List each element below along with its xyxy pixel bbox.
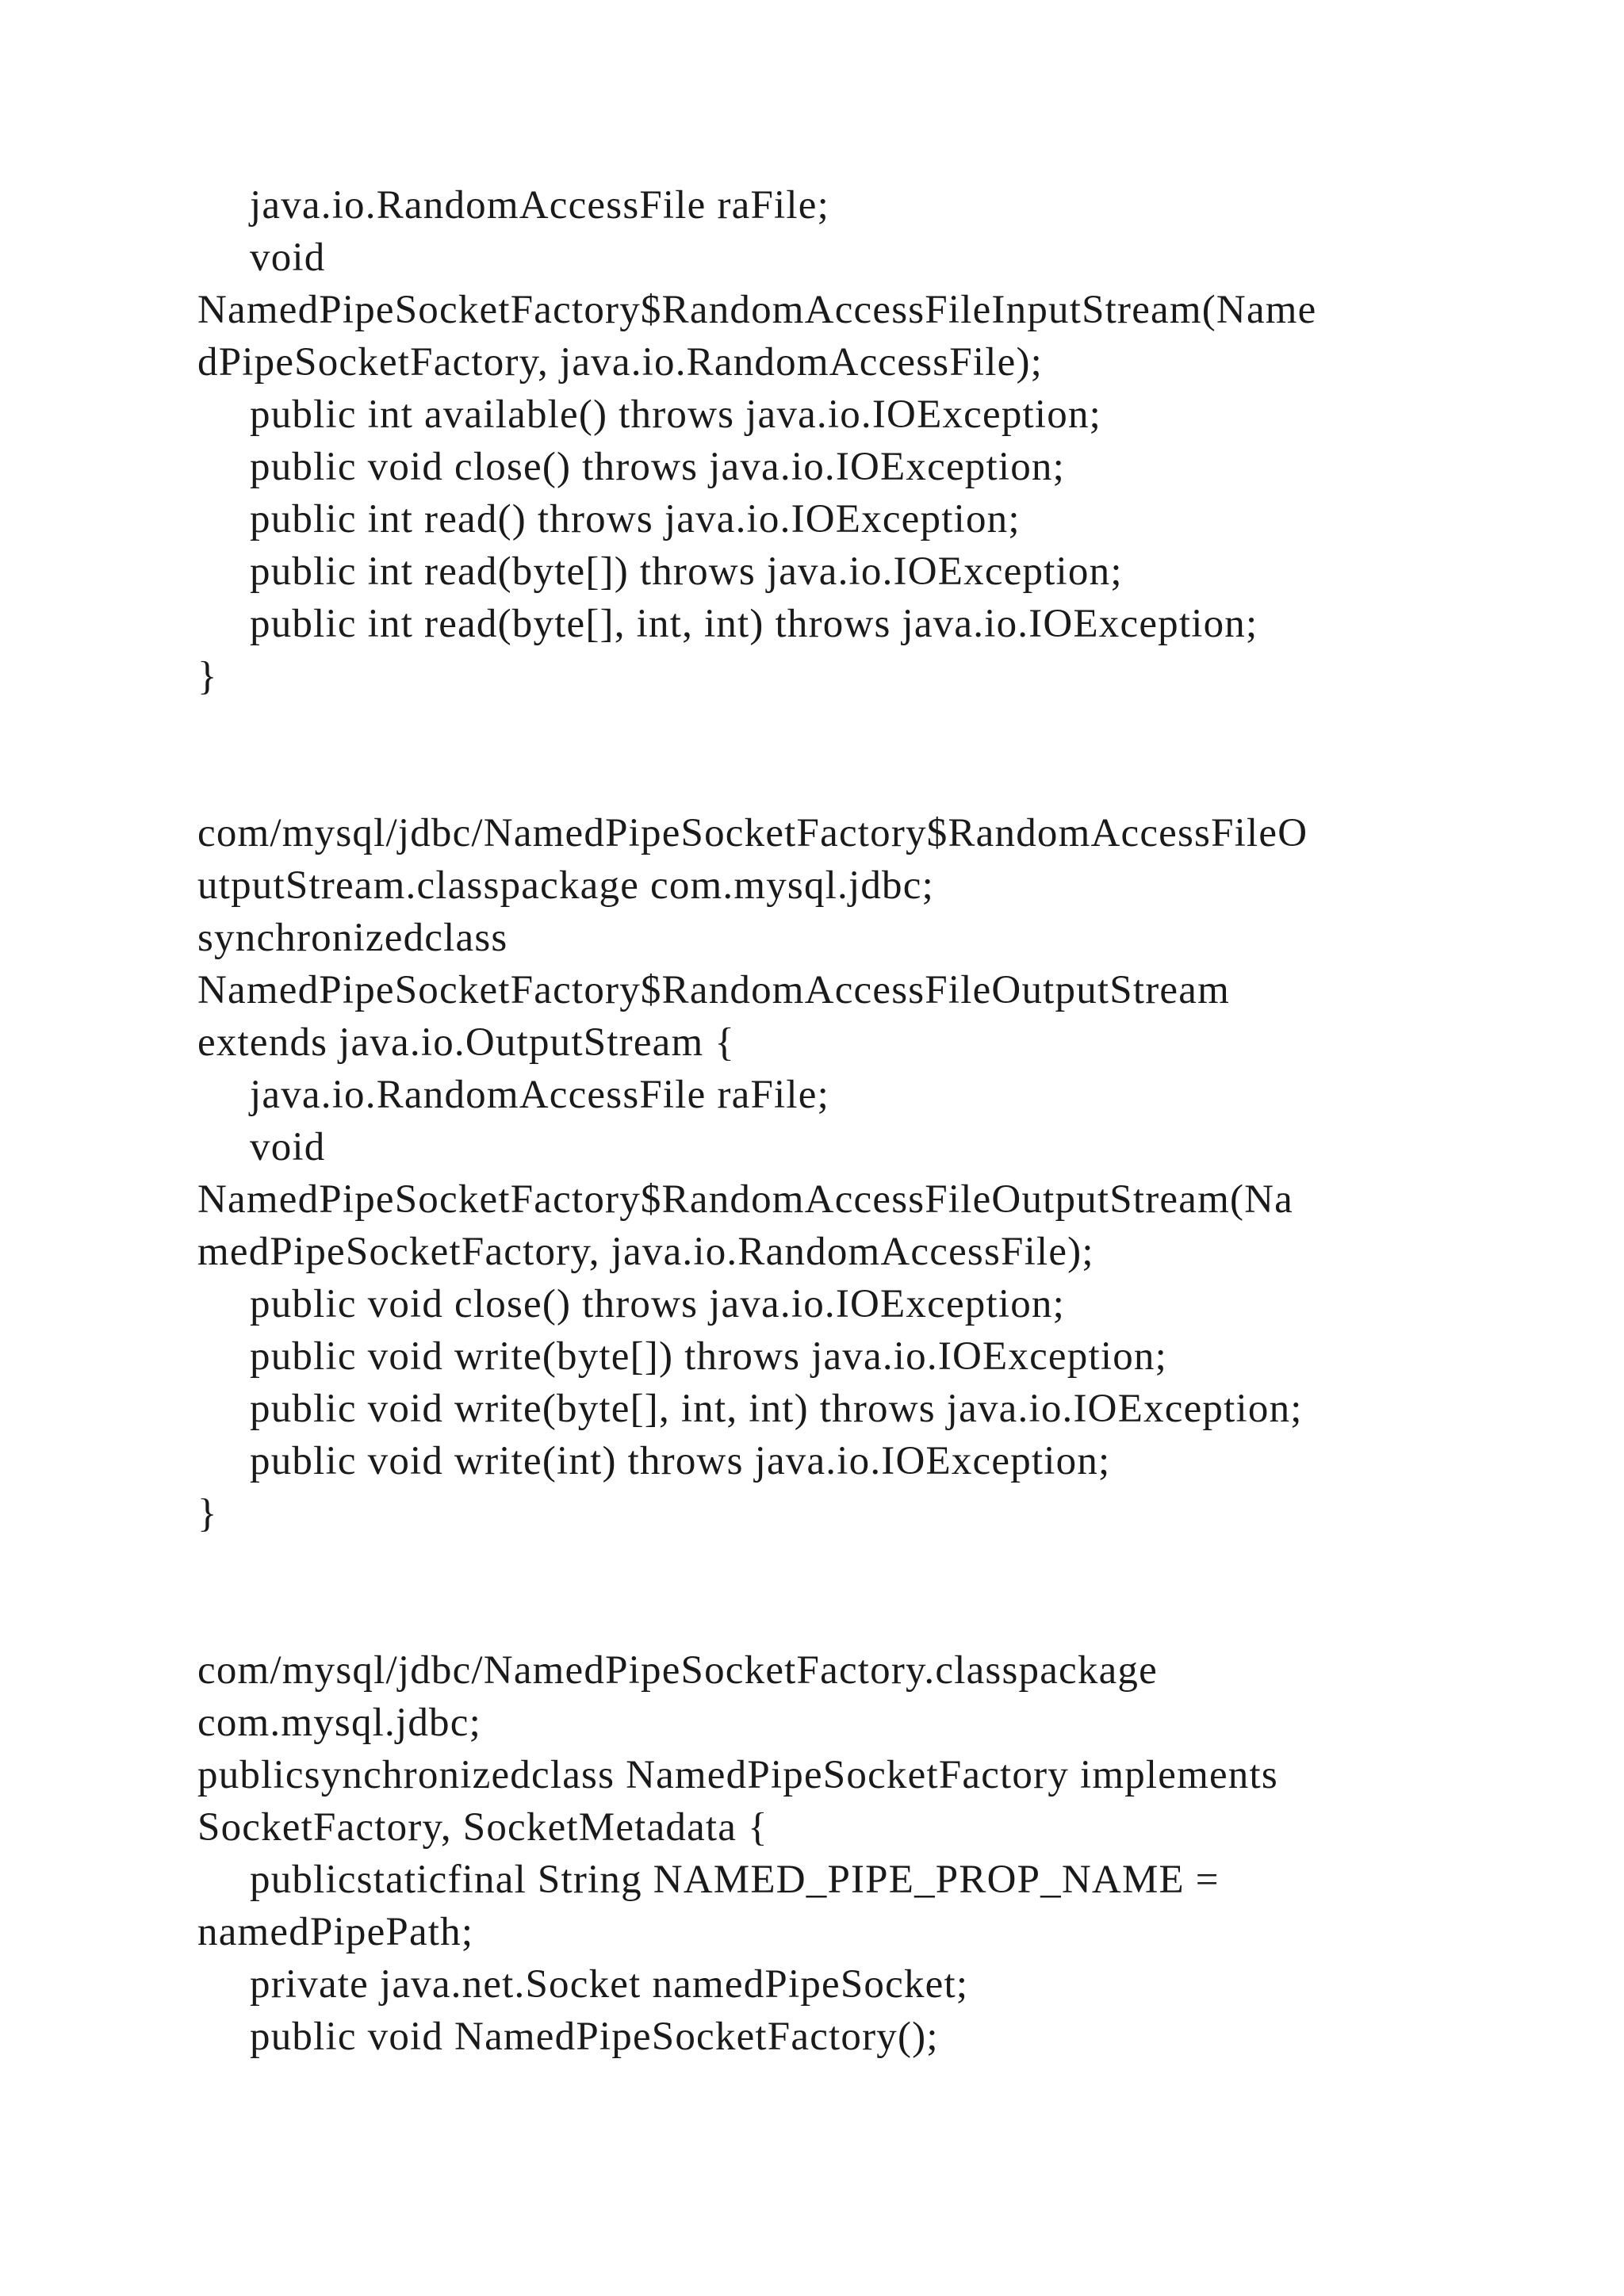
blank-line [197,1592,1482,1644]
blank-line [197,1540,1482,1592]
code-line: public int read(byte[], int, int) throws java.io.IOException; [250,602,1258,646]
code-line: com/mysql/jdbc/NamedPipeSocketFactory.classpackage [197,1648,1158,1693]
code-line: SocketFactory, SocketMetadata { [197,1805,768,1850]
code-line: } [197,654,218,698]
code-line: public void NamedPipeSocketFactory(); [250,2015,939,2059]
blank-line [197,755,1482,807]
code-line: synchronizedclass [197,916,508,960]
code-line: NamedPipeSocketFactory$RandomAccessFileInputStream(Name [197,288,1317,332]
code-line: public void close() throws java.io.IOException; [250,1282,1065,1326]
code-line: private java.net.Socket namedPipeSocket; [250,1962,969,2007]
code-line: java.io.RandomAccessFile raFile; [250,183,829,228]
code-line: void [250,1125,326,1169]
code-line: NamedPipeSocketFactory$RandomAccessFileOutputStream(Na [197,1177,1294,1222]
code-line: dPipeSocketFactory, java.io.RandomAccessFile); [197,340,1044,385]
code-line: com/mysql/jdbc/NamedPipeSocketFactory$RandomAccessFileO [197,811,1308,855]
code-line: public void write(byte[], int, int) throws java.io.IOException; [250,1387,1303,1431]
code-line: public int read(byte[]) throws java.io.IOException; [250,549,1123,594]
code-line: com.mysql.jdbc; [197,1701,481,1745]
code-line: public void write(byte[]) throws java.io.IOException; [250,1334,1167,1379]
code-line: medPipeSocketFactory, java.io.RandomAccessFile); [197,1230,1094,1274]
code-line: extends java.io.OutputStream { [197,1020,736,1065]
code-line: public void write(int) throws java.io.IOException; [250,1439,1111,1483]
code-listing [197,179,1482,2063]
code-line: NamedPipeSocketFactory$RandomAccessFileOutputStream [197,968,1230,1012]
code-line: } [197,1491,218,1536]
code-line: publicsynchronizedclass NamedPipeSocketFactory implements [197,1753,1278,1797]
code-line: utputStream.classpackage com.mysql.jdbc; [197,863,934,908]
code-line: public int available() throws java.io.IOException; [250,392,1102,437]
code-line: public void close() throws java.io.IOException; [250,445,1065,489]
blank-line [197,702,1482,755]
code-line: public int read() throws java.io.IOException; [250,497,1021,541]
code-line: void [250,235,326,280]
code-line: publicstaticfinal String NAMED_PIPE_PROP_NAME = [250,1858,1220,1902]
code-line: namedPipePath; [197,1910,474,1954]
code-line: java.io.RandomAccessFile raFile; [250,1073,829,1117]
